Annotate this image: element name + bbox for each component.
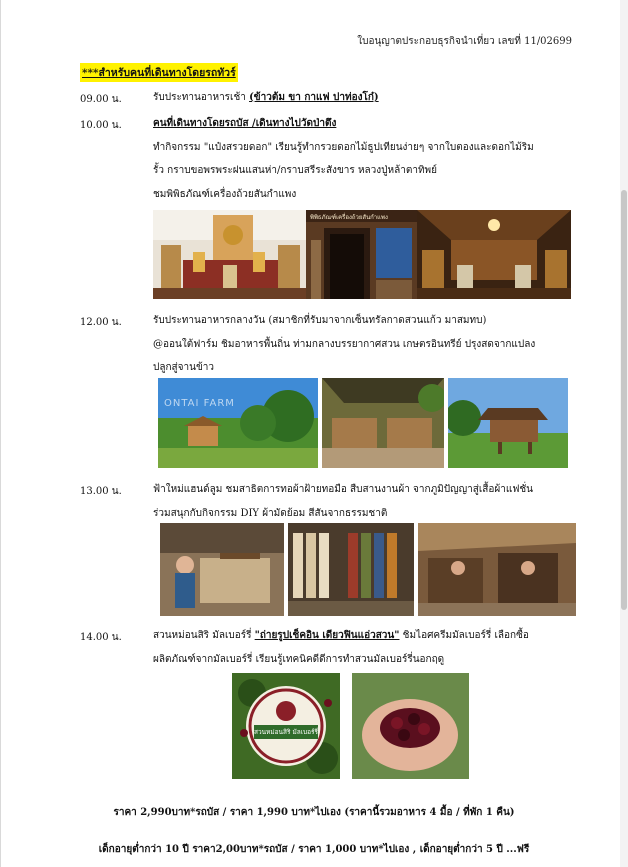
temple-photo: [153, 210, 306, 299]
section-heading: ***สำหรับคนที่เดินทางโดยรถทัวร์: [80, 63, 238, 82]
mulberry-logo-photo: [232, 673, 340, 779]
museum-interior-photo: [417, 210, 571, 299]
scrollbar-thumb[interactable]: [621, 190, 627, 610]
mulberry-slogan: "ถ่ายรูปเช็คอิน เดียวฟินแอ่วสวน": [254, 630, 400, 641]
lunch-line-2: @ออนใต้ฟาร์ม ชิมอาหารพื้นถิ่น ท่ามกลางบรรยากาศสวน เกษตรอินทรีย์ ปรุงสดจากแปลง: [153, 339, 536, 350]
mulberry-line-2: ผลิตภัณฑ์จากมัลเบอร์รี่ เรียนรู้เทคนิคดีดีการทำสวนมัลเบอร์รี่นอกฤดู: [153, 654, 445, 665]
farm-garden-photo: [158, 378, 318, 468]
mulberry-farm-name: สวนหม่อนสิริ มัลเบอร์รี่: [153, 630, 252, 641]
time-1400: 14.00 น.: [80, 632, 122, 643]
time-0900: 09.00 น.: [80, 94, 122, 105]
farm-dining-photo: [322, 378, 444, 468]
bus-title: คนที่เดินทางโดยรถบัส /เดินทางไปวัดป่าตึง: [153, 118, 337, 129]
price-line-2: เด็กอายุต่ำกว่า 10 ปี ราคา2,00บาท*รถบัส / ราคา 1,000 บาท*ไปเอง , เด็กอายุต่ำกว่า 5 ปี ...ฟรี: [98, 844, 530, 855]
mulberry-line-1: [153, 628, 529, 643]
farm-house-photo: [448, 378, 568, 468]
dyed-yarn-photo: [288, 523, 414, 616]
mulberry-hand-photo: [352, 673, 469, 779]
time-1000: 10.00 น.: [80, 120, 122, 131]
activity-line-1: ทำกิจกรรม "แป๋งสรวยดอก" เรียนรู้ทำกรวยดอกไม้ธูปเทียนง่ายๆ จากใบตองและดอกไม้ริม: [153, 142, 534, 153]
weaving-photo: [160, 523, 284, 616]
breakfast-text: รับประทานอาหารเช้า: [153, 92, 246, 103]
activity-line-3: ชมพิพิธภัณฑ์เครื่องถ้วยสันกำแพง: [153, 189, 297, 200]
activity-line-2: รั้ว กราบขอพรพระฝนแสนห่า/กราบสรีระสังขาร หลวงปู่หล้าตาทิพย์: [153, 165, 437, 176]
handloom-line-1: ฟ้าใหม่แฮนด์ลูม ชมสาธิตการทอผ้าฝ้ายทอมือ สืบสานงานผ้า จากภูมิปัญญาสู่เสื้อผ้าแฟชั่น: [153, 484, 534, 495]
license-number: ใบอนุญาตประกอบธุรกิจนำเที่ยว เลขที่ 11/02699: [357, 36, 572, 47]
scrollbar-track[interactable]: [620, 0, 628, 867]
price-line-1: ราคา 2,990บาท*รถบัส / ราคา 1,990 บาท*ไปเอง (ราคานี้รวมอาหาร 4 มื้อ / ที่พัก 1 คืน): [113, 807, 515, 818]
museum-sign: พิพิธภัณฑ์เครื่องถ้วยสันกำแพง: [310, 214, 388, 221]
breakfast-menu: (ข้าวต้ม ขา กาแฟ ปาท่องโก๋): [249, 92, 379, 103]
time-1300: 13.00 น.: [80, 486, 122, 497]
lunch-line-1: รับประทานอาหารกลางวัน (สมาชิกที่รับมาจากเซ็นทรัลกาดสวนแก้ว มาสมทบ): [153, 315, 487, 326]
farm-watermark: ONTAI FARM: [164, 398, 235, 409]
time-1200: 12.00 น.: [80, 317, 122, 328]
handloom-line-2: ร่วมสนุกกับกิจกรรม DIY ผ้ามัดย้อม สีสันจากธรรมชาติ: [153, 508, 388, 519]
mulberry-icecream: ชิมไอศครีมมัลเบอร์รี่ เลือกซื้อ: [402, 630, 529, 641]
lunch-line-3: ปลูกสู่จานข้าว: [153, 362, 215, 373]
item-breakfast: [153, 90, 379, 105]
museum-entrance-photo: [306, 210, 417, 299]
mulberry-logo-text: สวนหม่อนสิริ มัลเบอร์รี่: [254, 728, 319, 736]
loom-workshop-photo: [418, 523, 576, 616]
